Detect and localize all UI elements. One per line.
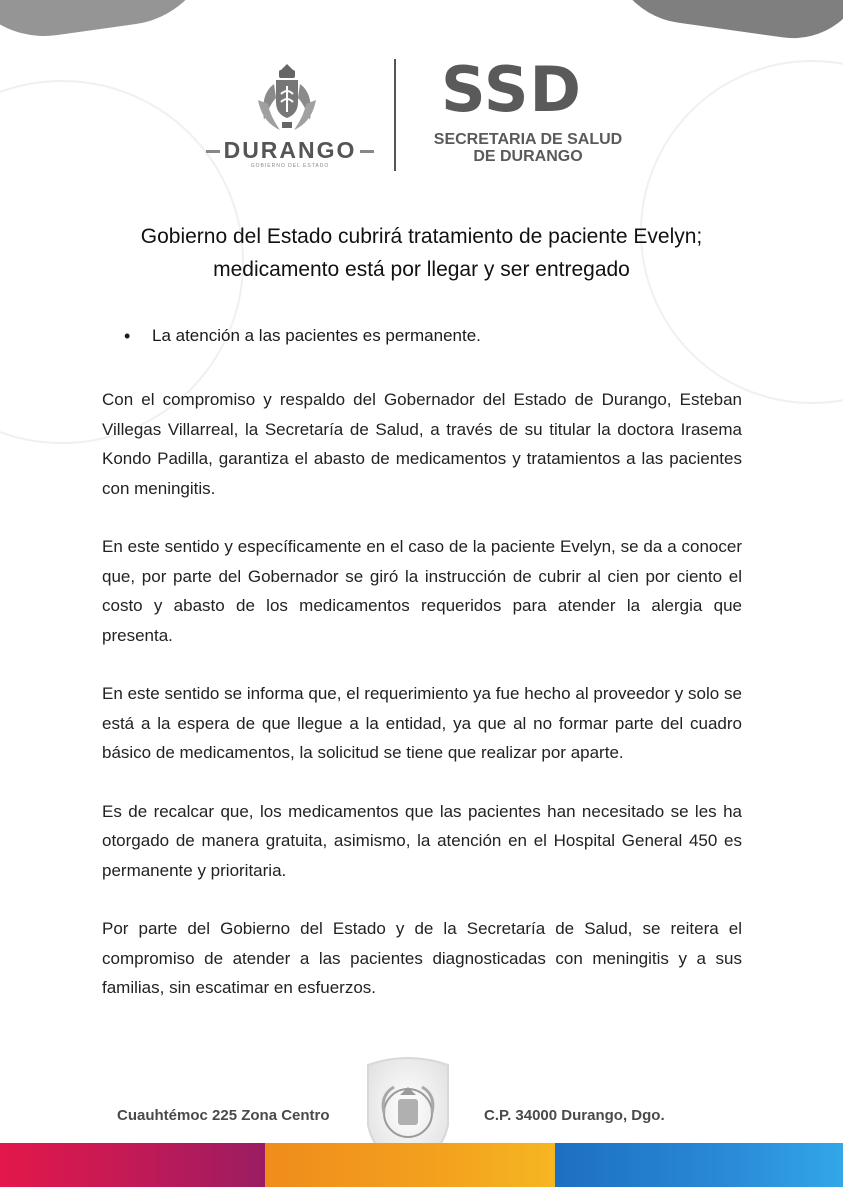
ssd-subtitle (433, 131, 623, 165)
body-paragraph: En este sentido y específicamente en el caso de la paciente Evelyn, se da a conocer que, por parte del Gobernador se giró la instrucción de cubrir al cien por ciento el costo y abasto de los medicamentos requeridos para atender la alergia que presenta. (102, 537, 742, 645)
ssd-logo (433, 53, 633, 175)
ssd-acronym: SSD (441, 53, 582, 126)
footer-color-band (0, 1143, 843, 1187)
bullet-item: • La atención a las pacientes es permanente. (102, 322, 481, 350)
body-paragraph: Con el compromiso y respaldo del Gobernador del Estado de Durango, Esteban Villegas Villarreal, la Secretaría de Salud, a través de su titular la doctora Irasema Kondo Padilla, garantiza el abasto de medicamentos y tratamientos a las pacientes con meningitis. (102, 390, 742, 498)
body-paragraph: Es de recalcar que, los medicamentos que las pacientes han necesitado se les ha otorgado de manera gratuita, asimismo, la atención en el Hospital General 450 es permanente y prioritaria. (102, 801, 742, 880)
title-line-2: medicamento está por llegar y ser entregado (213, 258, 630, 281)
durango-wordmark: DURANGO (200, 137, 380, 164)
durango-government-logo (200, 55, 380, 173)
ssd-subtitle-line1: SECRETARIA DE SALUD (433, 131, 623, 148)
decorative-corner-top-right (599, 0, 843, 48)
band-segment-magenta (0, 1143, 265, 1187)
logo-divider (394, 59, 396, 171)
ssd-subtitle-line2: DE DURANGO (473, 148, 583, 165)
durango-logo-subtitle: GOBIERNO DEL ESTADO (250, 163, 330, 169)
letterhead (0, 55, 843, 175)
press-release-body (102, 385, 742, 1032)
durango-crest-icon (252, 60, 322, 135)
body-paragraph: En este sentido se informa que, el requerimiento ya fue hecho al proveedor y solo se está a la espera de que llegue a la entidad, ya que al no formar parte del cuadro básico de medicamentos, la solicitud se tiene que realizar por aparte. (102, 684, 742, 762)
press-release-title (80, 220, 763, 286)
footer-address-postal: C.P. 34000 Durango, Dgo. (484, 1107, 665, 1124)
highlight-bullets (102, 322, 481, 350)
footer-address-street: Cuauhtémoc 225 Zona Centro (117, 1107, 330, 1124)
band-segment-orange (265, 1143, 555, 1187)
title-line-1: Gobierno del Estado cubrirá tratamiento de paciente Evelyn; (140, 225, 703, 248)
decorative-corner-top-left (0, 0, 225, 48)
body-paragraph: Por parte del Gobierno del Estado y de la Secretaría de Salud, se reitera el compromiso de atender a las pacientes diagnosticadas con meningitis y a sus familias, sin escatimar en esfuerzos. (102, 919, 742, 997)
band-segment-blue (555, 1143, 843, 1187)
